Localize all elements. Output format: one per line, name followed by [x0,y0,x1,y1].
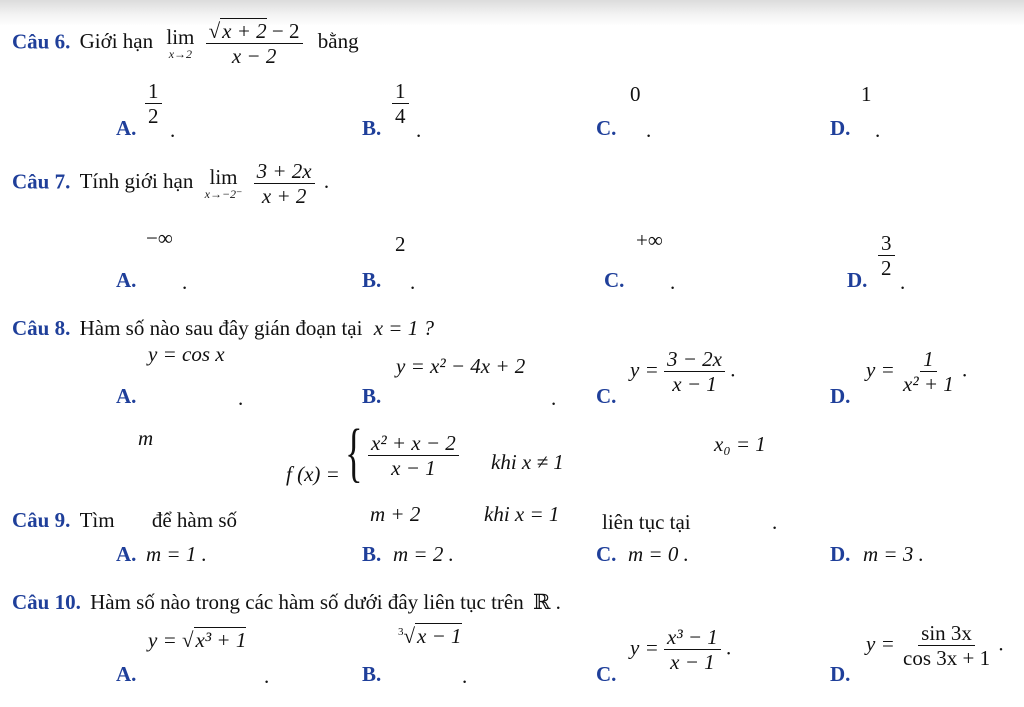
option-b-value: y = x² − 4x + 2 [396,354,526,378]
option-b-label[interactable]: B. [362,662,382,686]
option-c-label[interactable]: C. [596,542,617,566]
option-b-value: $\frac{1}{4}$ [392,80,409,127]
option-b-label[interactable]: B. [362,116,382,140]
question-10-stem: Câu 10. Hàm số nào trong các hàm số dưới đây liên tục trên ℝ . [12,590,561,614]
option-a-value: y = cos x [148,342,225,366]
option-d-label[interactable]: D. [830,662,851,686]
option-a-label[interactable]: A. [116,116,137,140]
option-d-label[interactable]: D. [830,116,851,140]
option-a-label[interactable]: A. [116,384,137,408]
option-b-label[interactable]: B. [362,542,382,566]
question-9-parameter: m [138,426,154,450]
option-c-label[interactable]: C. [596,384,617,408]
option-d-label[interactable]: D. [847,268,868,292]
limit-operator: lim x→2 [166,25,195,62]
question-7-text: Tính giới hạn [79,169,194,194]
option-c-value: 0 [630,82,641,106]
option-d-label[interactable]: D. [830,384,851,408]
option-c-value: y = $\frac{3 - 2x}{x - 1}$ . [630,347,736,397]
question-6-label: Câu 6. [12,29,71,54]
option-c-value: y = $\frac{\text{x³ − 1}}{x - 1}$ . [630,625,732,675]
option-c-value: m = 0 . [628,542,689,566]
question-10-text: Hàm số nào trong các hàm số dưới đây liên tục trên [90,590,524,614]
option-a-value: y = √x³ + 1 [148,628,247,652]
question-8-text: Hàm số nào sau đây gián đoạn tại [79,316,363,340]
question-8-label: Câu 8. [12,316,71,340]
question-7-stem: Câu 7. Tính giới hạn lim x→−2⁻ $\frac{3 + 2x}{x + 2}$ . [12,159,330,209]
question-9-label: Câu 9. [12,508,71,532]
option-b-value: m = 2 . [393,542,454,566]
option-d-label[interactable]: D. [830,542,851,566]
limit-operator: lim x→−2⁻ [204,165,243,202]
question-6-stem [12,20,359,67]
option-c-label[interactable]: C. [604,268,625,292]
option-b-label[interactable]: B. [362,384,382,408]
option-b-value: $^3$√x − 1 [398,624,462,648]
limit-expression: $\frac{3 + 2x}{x + 2}$ [254,160,315,207]
question-6-tail: bằng [317,29,359,54]
option-d-value: y = $\frac{\sin 3x}{\cos 3x + 1}$ . [866,621,1004,671]
option-a-value: m = 1 . [146,542,207,566]
question-9-tail: liên tục tại [602,510,691,534]
option-a-value: −∞ [146,226,173,250]
question-6-text: Giới hạn [79,29,154,54]
option-b-label[interactable]: B. [362,268,382,292]
option-d-value: 1 [861,82,872,106]
option-a-label[interactable]: A. [116,542,137,566]
option-a-value: $\frac{1}{2}$ [145,80,162,127]
limit-expression: $\frac{√x + 2 - 2}{x - 2}$ [206,20,303,67]
option-a-label[interactable]: A. [116,268,137,292]
option-d-value: m = 3 . [863,542,924,566]
option-d-value: $\frac{3}{2}$ [878,232,895,279]
question-9-point: x₀ = 1 [714,432,766,456]
question-8-condition: x = 1 ? [373,316,434,340]
option-b-value: 2 [395,232,406,256]
option-c-value: +∞ [636,228,663,252]
question-7-label: Câu 7. [12,169,71,194]
option-c-label[interactable]: C. [596,662,617,686]
question-10-label: Câu 10. [12,590,81,614]
question-9-stem: Câu 9. Tìm để hàm số [12,508,238,532]
option-d-value: y = $\frac{1}{\text{x² + 1}}$ . [866,347,968,397]
question-8-stem [12,316,434,341]
option-c-label[interactable]: C. [596,116,617,140]
option-a-label[interactable]: A. [116,662,137,686]
